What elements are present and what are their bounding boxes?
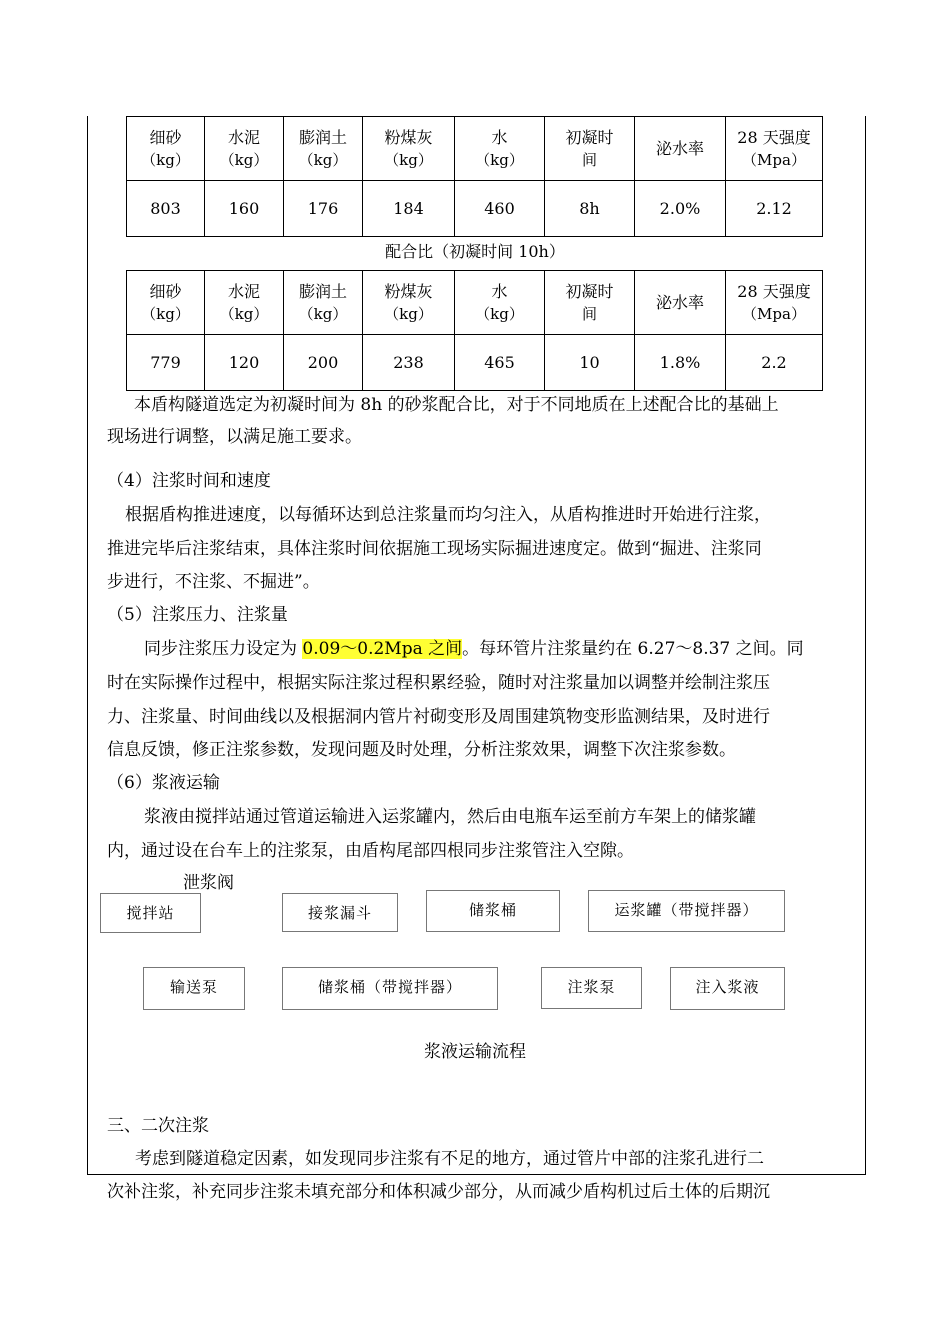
paragraph-line: 信息反馈，修正注浆参数，发现问题及时处理，分析注浆效果，调整下次注浆参数。	[107, 740, 736, 760]
paragraph-line: 内，通过设在台车上的注浆泵，由盾构尾部四根同步注浆管注入空隙。	[107, 841, 634, 861]
paragraph-line: 步进行，不注浆、不掘进”。	[107, 572, 320, 592]
flow-box-grout-pump: 注浆泵	[541, 967, 642, 1009]
flow-caption: 浆液运输流程	[424, 1042, 526, 1062]
header-cell: 初凝时 间	[545, 117, 635, 181]
table-cell: 460	[455, 181, 545, 237]
table-cell: 779	[127, 335, 205, 391]
paragraph-line	[144, 633, 804, 665]
table-cell: 184	[363, 181, 455, 237]
table-header-row	[127, 271, 823, 335]
header-cell: 水泥 （kg）	[205, 117, 284, 181]
table-cell: 160	[205, 181, 284, 237]
table-row	[127, 181, 823, 237]
highlighted-text: 0.09～0.2Mpa 之间	[302, 639, 463, 659]
paragraph-line: 本盾构隧道选定为初凝时间为 8h 的砂浆配合比，对于不同地质在上述配合比的基础上	[134, 395, 779, 415]
table-cell: 465	[455, 335, 545, 391]
header-cell: 水 （kg）	[455, 117, 545, 181]
table-cell: 2.0%	[635, 181, 726, 237]
paragraph-line: 时在实际操作过程中，根据实际注浆过程积累经验，随时对注浆量加以调整并绘制注浆压	[107, 673, 770, 693]
paragraph-line: 考虑到隧道稳定因素，如发现同步注浆有不足的地方，通过管片中部的注浆孔进行二	[135, 1149, 764, 1169]
table-cell: 1.8%	[635, 335, 726, 391]
header-cell: 膨润土 （kg）	[284, 117, 363, 181]
table-cell: 8h	[545, 181, 635, 237]
valve-label: 泄浆阀	[183, 873, 234, 893]
flow-box-storage-bucket: 储浆桶	[426, 890, 560, 932]
flow-box-transport-tank: 运浆罐（带搅拌器）	[588, 890, 785, 932]
section-heading: （4）注浆时间和速度	[107, 471, 271, 491]
header-cell: 水 （kg）	[455, 271, 545, 335]
table-cell: 120	[205, 335, 284, 391]
header-cell: 水泥 （kg）	[205, 271, 284, 335]
section-heading: （5）注浆压力、注浆量	[107, 605, 288, 625]
table-row	[127, 335, 823, 391]
header-cell: 细砂 （kg）	[127, 271, 205, 335]
header-cell: 细砂 （kg）	[127, 117, 205, 181]
table-cell: 10	[545, 335, 635, 391]
header-cell: 28 天强度 （Mpa）	[726, 271, 823, 335]
text-span: 同步注浆压力设定为	[144, 639, 303, 659]
flow-box-delivery-pump: 输送泵	[143, 967, 245, 1010]
table-caption: 配合比（初凝时间 10h）	[385, 242, 565, 261]
table-header-row	[127, 117, 823, 181]
header-cell: 粉煤灰 （kg）	[363, 271, 455, 335]
section-heading: 三、二次注浆	[107, 1116, 209, 1136]
header-cell: 泌水率	[635, 117, 726, 181]
mix-ratio-table-1	[126, 116, 823, 237]
paragraph-line: 力、注浆量、时间曲线以及根据洞内管片衬砌变形及周围建筑物变形监测结果，及时进行	[107, 707, 770, 727]
table-cell: 200	[284, 335, 363, 391]
mix-ratio-table-2	[126, 270, 823, 391]
header-cell: 初凝时 间	[545, 271, 635, 335]
table-cell: 2.2	[726, 335, 823, 391]
flow-box-mixing-station: 搅拌站	[100, 893, 201, 933]
section-heading: （6）浆液运输	[107, 773, 220, 793]
header-cell: 28 天强度 （Mpa）	[726, 117, 823, 181]
paragraph-line: 浆液由搅拌站通过管道运输进入运浆罐内，然后由电瓶车运至前方车架上的储浆罐	[144, 807, 756, 827]
paragraph-line: 推进完毕后注浆结束，具体注浆时间依据施工现场实际掘进速度定。做到“掘进、注浆同	[107, 539, 762, 559]
table-cell: 803	[127, 181, 205, 237]
header-cell: 粉煤灰 （kg）	[363, 117, 455, 181]
flow-box-funnel: 接浆漏斗	[282, 893, 398, 932]
flow-box-inject-grout: 注入浆液	[670, 967, 785, 1010]
table-cell: 238	[363, 335, 455, 391]
header-cell: 泌水率	[635, 271, 726, 335]
text-span: 。每环管片注浆量约在 6.27～8.37 之间。同	[462, 639, 804, 659]
paragraph-line: 现场进行调整，以满足施工要求。	[107, 427, 362, 447]
paragraph-line: 根据盾构推进速度，以每循环达到总注浆量而均匀注入，从盾构推进时开始进行注浆，	[125, 505, 771, 525]
table-cell: 176	[284, 181, 363, 237]
paragraph-line: 次补注浆，补充同步注浆未填充部分和体积减少部分，从而减少盾构机过后土体的后期沉	[107, 1182, 770, 1202]
header-cell: 膨润土 （kg）	[284, 271, 363, 335]
table-cell: 2.12	[726, 181, 823, 237]
flow-box-storage-bucket-mixer: 储浆桶（带搅拌器）	[282, 967, 498, 1010]
